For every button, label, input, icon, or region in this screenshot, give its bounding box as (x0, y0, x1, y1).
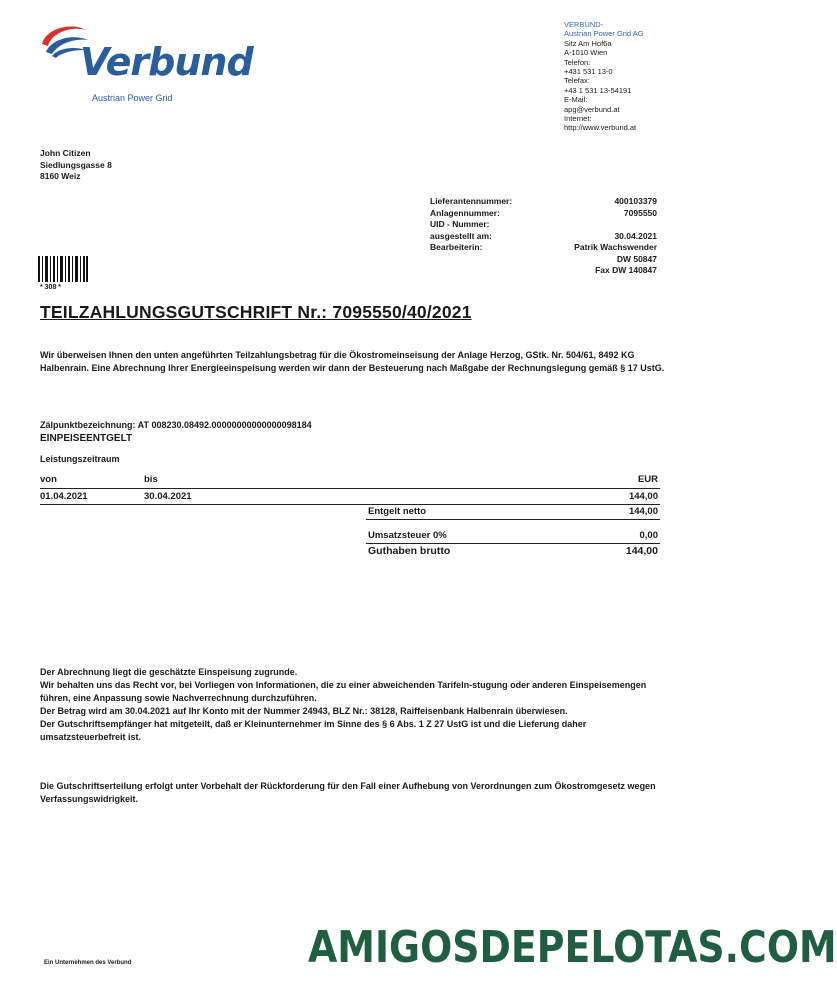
company-line: apg@verbund.at (564, 104, 620, 114)
company-line: A-1010 Wien (564, 48, 608, 58)
meta-value (520, 219, 657, 231)
section-heading: EINPEISEENTGELT (40, 433, 133, 444)
gross-label: Guthaben brutto (368, 545, 451, 557)
row-from: 01.04.2021 (40, 491, 88, 502)
meta-value: Patrik Wachswender (574, 242, 657, 252)
meta-value: Fax DW 140847 (595, 265, 657, 275)
meta-value: 7095550 (623, 207, 657, 218)
company-info (564, 20, 704, 133)
note: Wir behalten uns das Recht vor, bei Vorliegen von Informationen, die zu einer abweichenden Tarifeln-stugung oder anderen Einspeisemengen führen, eine Anpassung sowie Nachverrechnung durchzuführen. (40, 680, 647, 703)
intro-paragraph: Wir überweisen Ihnen den unten angeführten Teilzahlungsbetrag für die Ökostromeinseisung der Anlage Herzog, GStk. Nr. 504/61, 8492 KG Halbenrain. Eine Abrechnung Ihrer Energieeinspeisung werden wir dann der Besteuerung nach Maßgabe der Rechnungslegung gemäß § 17 UstG. (40, 350, 665, 373)
meta-labels (430, 196, 512, 254)
document-title: TEILZAHLUNGSGUTSCHRIFT Nr.: 7095550/40/2021 (40, 302, 472, 322)
note: Der Abrechnung liegt die geschätzte Einspeisung zugrunde. (40, 667, 298, 677)
tax-label: Umsatzsteuer 0% (368, 530, 447, 541)
company-line: http://www.verbund.at (564, 123, 637, 133)
barcode-number: * 308 * (40, 284, 62, 291)
period-label: Leistungszeitraum (40, 454, 120, 464)
table-rule (40, 488, 660, 489)
col-currency-header: EUR (637, 474, 658, 485)
company-line: Telefax: (564, 76, 590, 86)
meta-label: Lieferantennummer: (430, 196, 513, 206)
recipient-address (40, 148, 112, 183)
net-label: Entgelt netto (368, 506, 427, 517)
watermark: AMIGOSDEPELOTAS.COM (308, 922, 837, 973)
meta-value: 400103379 (614, 196, 657, 206)
logo-subtitle: Austrian Power Grid (92, 93, 173, 103)
row-to: 30.04.2021 (144, 491, 192, 502)
table-rule (366, 519, 660, 520)
company-line: +43 1 531 13-54191 (564, 85, 632, 95)
meta-label: Anlagennummer: (430, 207, 500, 218)
meta-value: DW 50847 (616, 253, 657, 264)
meta-value: 30.04.2021 (614, 230, 657, 241)
notes (40, 666, 670, 744)
net-value: 144,00 (628, 506, 658, 517)
tax-value: 0,00 (639, 530, 658, 541)
table-rule (40, 504, 660, 505)
company-line: Telefon: (564, 57, 591, 67)
meta-values (520, 196, 657, 277)
company-name-2: Austrian Power Grid AG (564, 29, 644, 39)
recipient-street: Siedlungsgasse 8 (40, 159, 112, 170)
recipient-city: 8160 Weiz (40, 171, 81, 181)
recipient-name: John Citizen (40, 148, 91, 158)
company-name: VERBUND- (564, 20, 604, 29)
footer-note: Ein Unternehmen des Verbund (44, 960, 132, 966)
col-to-header: bis (144, 474, 158, 485)
meta-label: UID - Nummer: (430, 219, 490, 229)
note: Der Betrag wird am 30.04.2021 auf Ihr Konto mit der Nummer 24943, BLZ Nr.: 38128, Raiffeisenbank Halbenrain überwiesen. (40, 706, 568, 716)
gross-value: 144,00 (625, 545, 658, 557)
company-line: Internet: (564, 114, 592, 124)
logo-wordmark: Verbund (80, 40, 253, 84)
row-amount: 144,00 (628, 491, 658, 502)
note: Der Gutschriftsempfänger hat mitgeteilt, daß er Kleinunternehmer im Sinne des § 6 Abs. 1 Z 27 UstG ist und die Lieferung daher umsatzsteuerbefreit ist. (40, 719, 587, 742)
company-line: E-Mail: (564, 95, 588, 105)
meta-label: Bearbeiterin: (430, 242, 483, 252)
barcode-icon (38, 256, 88, 282)
meta-label: ausgestellt am: (430, 230, 492, 241)
col-from-header: von (40, 474, 57, 485)
company-line: +431 531 13-0 (564, 67, 613, 77)
disclaimer: Die Gutschriftserteilung erfolgt unter Vorbehalt der Rückforderung für den Fall einer Aufhebung von Verordnungen zum Ökostromgesetz wegen Verfassungswidrigkeit. (40, 781, 656, 804)
zaehlpunkt: Zälpunktbezeichnung: AT 008230.08492.00000000000000098184 (40, 420, 312, 430)
company-line: Sitz Am Hof6a (564, 38, 612, 48)
table-rule (366, 543, 660, 544)
